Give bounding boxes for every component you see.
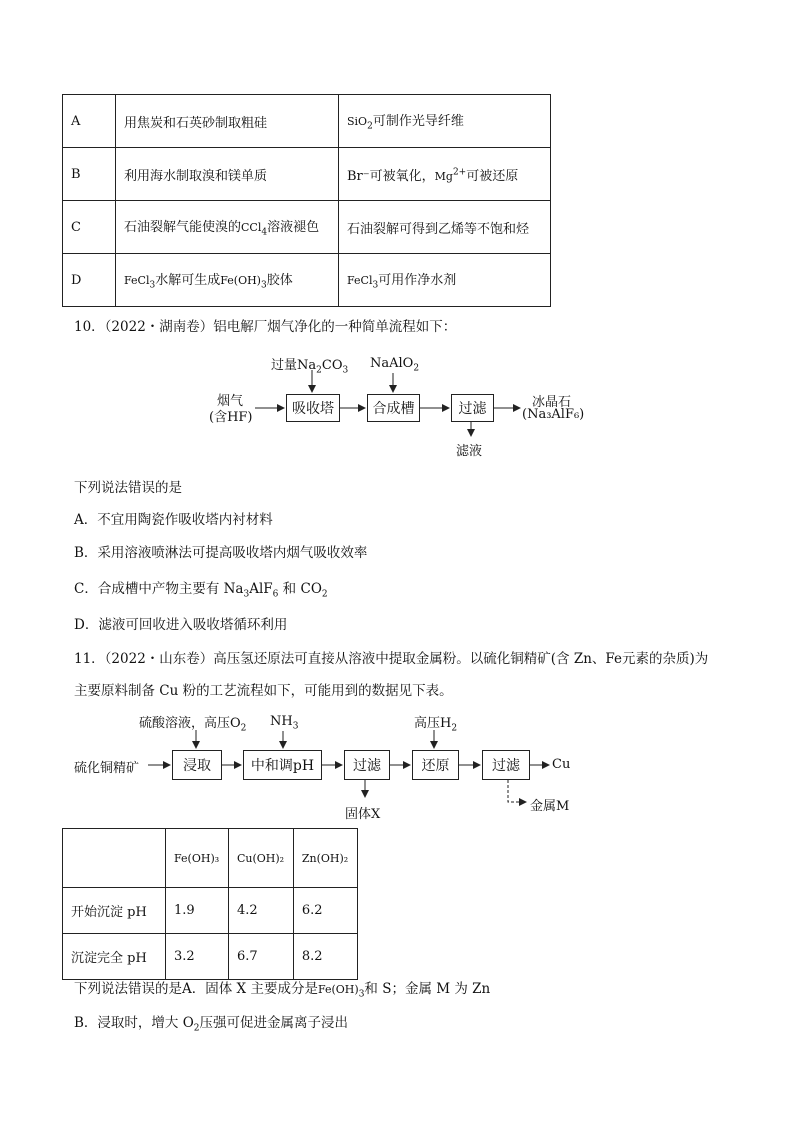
filter1-box: 过滤 bbox=[344, 750, 390, 780]
row-label: C bbox=[63, 201, 116, 254]
cryolite-formula: (Na₃AlF₆) bbox=[522, 407, 585, 422]
table-cell: 6.2 bbox=[293, 888, 357, 934]
row-label: B bbox=[63, 148, 116, 201]
filtrate-label: 滤液 bbox=[456, 444, 483, 459]
row-label: 沉淀完全 pH bbox=[63, 934, 166, 980]
metal-m-label: 金属M bbox=[530, 799, 570, 814]
row-left: 石油裂解气能使溴的CCl$_4$溶液褪色 bbox=[116, 201, 339, 254]
header-cell: Cu(OH)₂ bbox=[228, 829, 293, 888]
table-row bbox=[63, 888, 358, 934]
q10-stem: 10．（2022・湖南卷）铝电解厂烟气净化的一种简单流程如下： bbox=[74, 319, 457, 335]
row-left: 用焦炭和石英砂制取粗硅 bbox=[116, 95, 339, 148]
leach-box: 浸取 bbox=[172, 750, 222, 780]
synthesis-tank-box: 合成槽 bbox=[367, 394, 420, 422]
neutralize-box: 中和调pH bbox=[243, 750, 322, 780]
table-cell: 4.2 bbox=[228, 888, 293, 934]
filter-box: 过滤 bbox=[451, 394, 494, 422]
reagent-nh3: $NH_3$ bbox=[270, 714, 299, 732]
row-label: D bbox=[63, 254, 116, 307]
solid-x-label: 固体X bbox=[345, 807, 381, 822]
flue-gas-label: 烟气 bbox=[217, 394, 244, 409]
q10-option-a: A．不宜用陶瓷作吸收塔内衬材料 bbox=[74, 512, 273, 528]
reagent-acid-o2: 硫酸溶液，高压$O_2$ bbox=[139, 716, 247, 734]
row-left: 利用海水制取溴和镁单质 bbox=[116, 148, 339, 201]
q10-option-d: D．滤液可回收进入吸收塔循环利用 bbox=[74, 617, 288, 633]
q10-question: 下列说法错误的是 bbox=[74, 480, 182, 496]
table-cell: 8.2 bbox=[293, 934, 357, 980]
row-right: Br⁻可被氧化，$Mg^{2+}$可被还原 bbox=[339, 148, 551, 201]
q10-option-b: B．采用溶液喷淋法可提高吸收塔内烟气吸收效率 bbox=[74, 545, 368, 561]
header-cell: Zn(OH)₂ bbox=[293, 829, 357, 888]
row-label: A bbox=[63, 95, 116, 148]
row-right: 石油裂解可得到乙烯等不饱和烃 bbox=[339, 201, 551, 254]
table-header-row bbox=[63, 829, 358, 888]
flue-gas-note: (含HF) bbox=[209, 410, 253, 425]
reduce-box: 还原 bbox=[412, 750, 459, 780]
table-cell: 1.9 bbox=[166, 888, 229, 934]
header-cell: Fe(OH)₃ bbox=[166, 829, 229, 888]
header-cell bbox=[63, 829, 166, 888]
row-left: FeCl$_3$水解可生成$Fe(OH)_3$胶体 bbox=[116, 254, 339, 307]
table-cell: 3.2 bbox=[166, 934, 229, 980]
absorption-tower-box: 吸收塔 bbox=[286, 394, 340, 422]
row-label: 开始沉淀 pH bbox=[63, 888, 166, 934]
q11-option-b: B．浸取时，增大 $O_2$压强可促进金属离子浸出 bbox=[74, 1015, 349, 1034]
reagent-na2co3: 过量$Na_2CO_3$ bbox=[271, 358, 349, 376]
q11-stem-1: 11．（2022・山东卷）高压氢还原法可直接从溶液中提取金属粉。以硫化铜精矿(含 Zn、Fe元素的杂质)为 bbox=[74, 651, 709, 667]
filter2-box: 过滤 bbox=[482, 750, 530, 780]
row-right: SiO$_2$可制作光导纤维 bbox=[339, 95, 551, 148]
table-cell: 6.7 bbox=[228, 934, 293, 980]
row-right: FeCl$_3$可用作净水剂 bbox=[339, 254, 551, 307]
cryolite-label: 冰晶石 bbox=[532, 395, 572, 410]
table-row bbox=[63, 934, 358, 980]
ore-label: 硫化铜精矿 bbox=[74, 761, 140, 776]
reagent-h2: 高压$H_2$ bbox=[414, 716, 458, 734]
ph-table bbox=[62, 828, 358, 980]
q10-option-c: C．合成槽中产物主要有 $Na_3AlF_6$ 和 $CO_2$ bbox=[74, 581, 328, 600]
cu-label: Cu bbox=[552, 757, 571, 772]
reagent-naalo2: NaAlO$_2$ bbox=[370, 356, 420, 374]
q11-stem-2: 主要原料制备 Cu 粉的工艺流程如下，可能用到的数据见下表。 bbox=[74, 683, 453, 699]
q11-option-a: 下列说法错误的是A．固体 X 主要成分是$Fe(OH)_3$和 S；金属 M 为 Zn bbox=[74, 981, 491, 1000]
